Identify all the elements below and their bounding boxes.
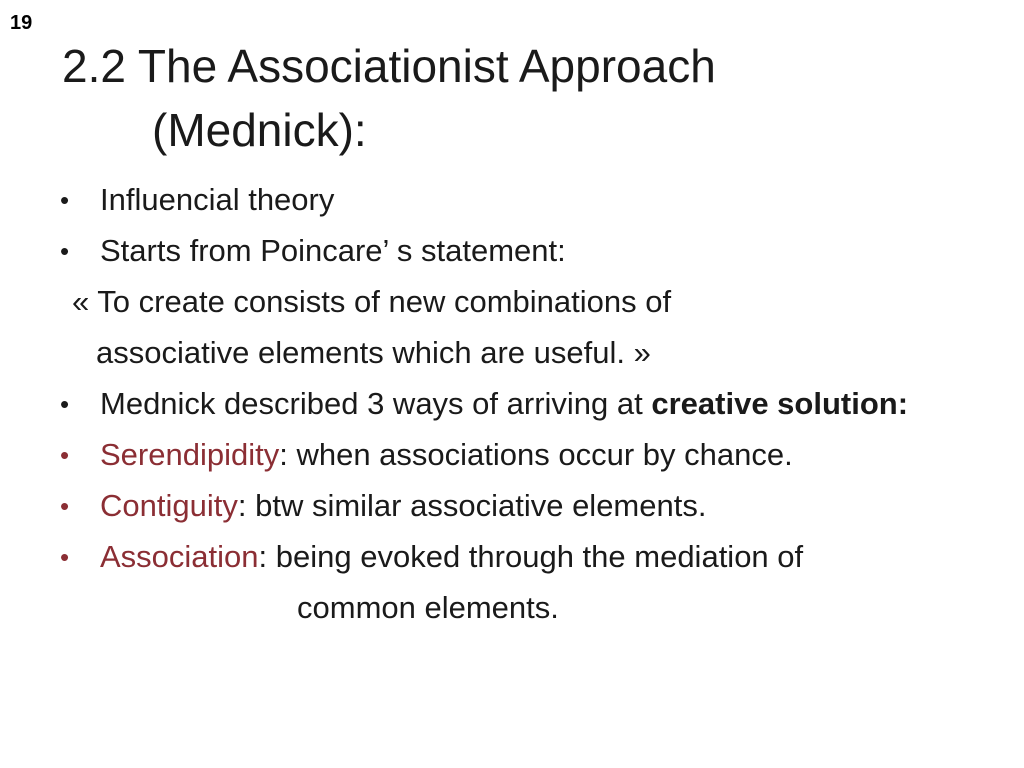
bullet-icon: • [60, 491, 70, 521]
slide-body [60, 180, 990, 639]
bullet-text: Influencial theory [100, 182, 335, 217]
term-association: Association [100, 539, 259, 574]
bullet-poincare-statement [60, 231, 990, 271]
bullet-text: Starts from Poincare’ s statement: [100, 233, 566, 268]
bullet-text: Mednick described 3 ways of arriving at [100, 386, 652, 421]
bullet-text: : being evoked through the mediation of [258, 539, 804, 574]
bullet-icon: • [60, 389, 70, 419]
bullet-icon: • [60, 542, 70, 572]
term-contiguity: Contiguity [100, 488, 238, 523]
quote-line-1 [60, 282, 990, 322]
bullet-influencial-theory [60, 180, 990, 220]
bullet-serendipidity [60, 435, 990, 475]
slide-title-line2: (Mednick): [152, 104, 367, 156]
quote-text: « To create consists of new combinations of [72, 284, 672, 319]
slide-title [62, 34, 716, 162]
quote-text: associative elements which are useful. » [96, 335, 651, 370]
bullet-text: : when associations occur by chance. [279, 437, 793, 472]
slide-number: 19 [10, 12, 33, 34]
bullet-text: : btw similar associative elements. [237, 488, 707, 523]
quote-line-2 [60, 333, 990, 373]
bullet-icon: • [60, 185, 70, 215]
bullet-mednick-ways [60, 384, 990, 424]
bullet-icon: • [60, 236, 70, 266]
bullet-icon: • [60, 440, 70, 470]
bullet-association [60, 537, 990, 628]
bullet-continuation-text: common elements. [297, 590, 559, 625]
bullet-contiguity [60, 486, 990, 526]
bullet-bold-text: creative solution: [651, 386, 909, 421]
term-serendipidity: Serendipidity [100, 437, 280, 472]
slide-title-line1: 2.2 The Associationist Approach [62, 40, 716, 92]
